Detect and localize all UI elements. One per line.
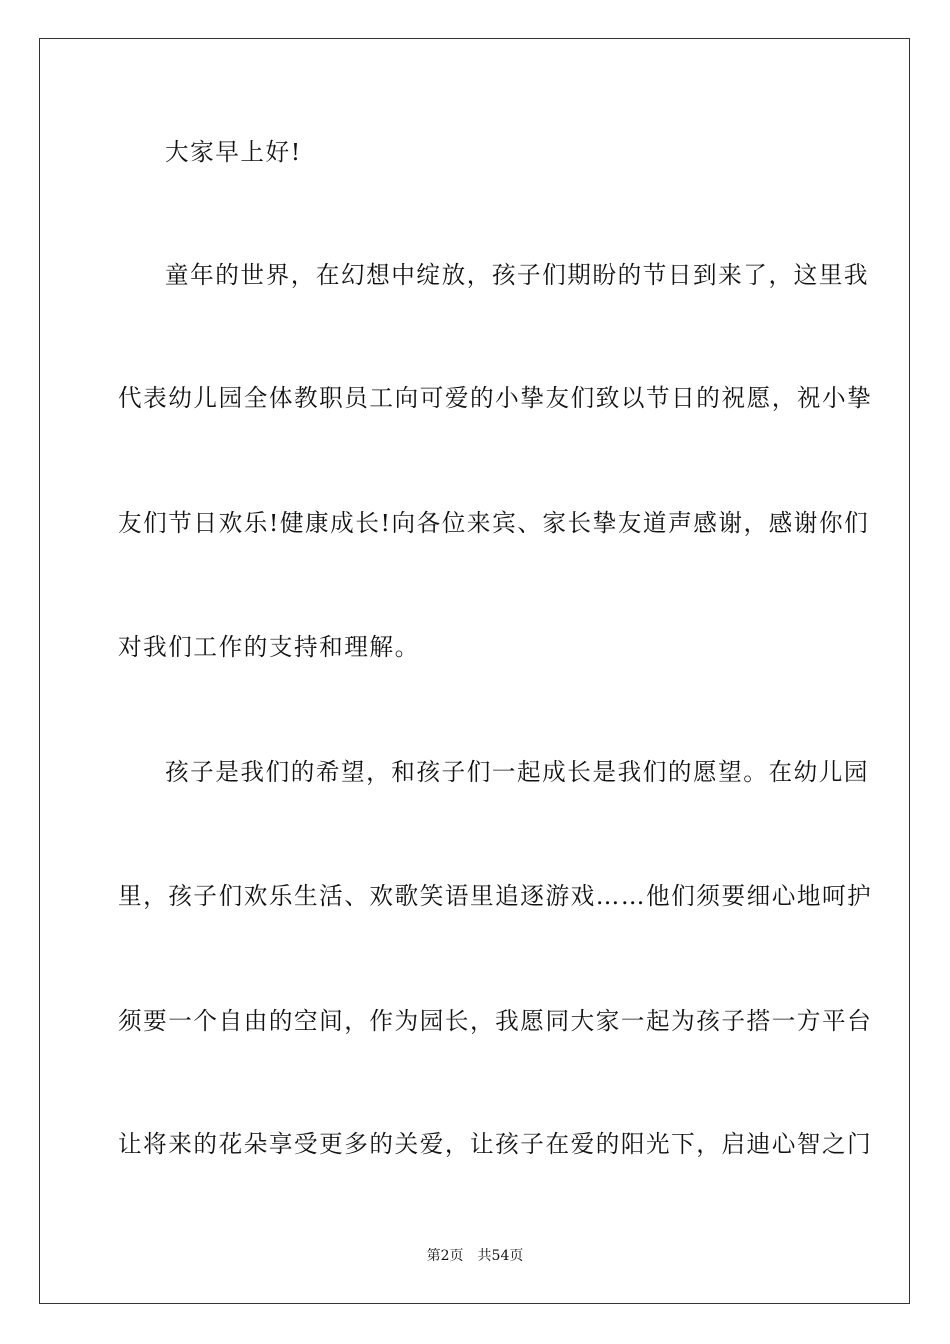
- paragraph-line: 须要一个自由的空间，作为园长，我愿同大家一起为孩子搭一方平台: [118, 1007, 873, 1035]
- paragraph-line: 大家早上好!: [165, 138, 302, 166]
- paragraph-line: 里，孩子们欢乐生活、欢歌笑语里追逐游戏……他们须要细心地呵护: [118, 882, 873, 910]
- paragraph-line: 童年的世界，在幻想中绽放，孩子们期盼的节日到来了，这里我: [165, 261, 870, 289]
- paragraph-line: 让将来的花朵享受更多的关爱，让孩子在爱的阳光下，启迪心智之门: [118, 1130, 873, 1158]
- page-footer: [0, 1247, 950, 1265]
- paragraph-line: 友们节日欢乐!健康成长!向各位来宾、家长挚友道声感谢，感谢你们: [118, 509, 870, 537]
- page-number: 第2页: [426, 1248, 464, 1264]
- paragraph-line: 孩子是我们的希望，和孩子们一起成长是我们的愿望。在幼儿园: [165, 758, 870, 786]
- paragraph-line: 代表幼儿园全体教职员工向可爱的小挚友们致以节日的祝愿，祝小挚: [118, 384, 873, 412]
- page-total: 共54页: [477, 1248, 524, 1264]
- paragraph-line: 对我们工作的支持和理解。: [118, 633, 420, 661]
- page-border: [39, 38, 910, 1304]
